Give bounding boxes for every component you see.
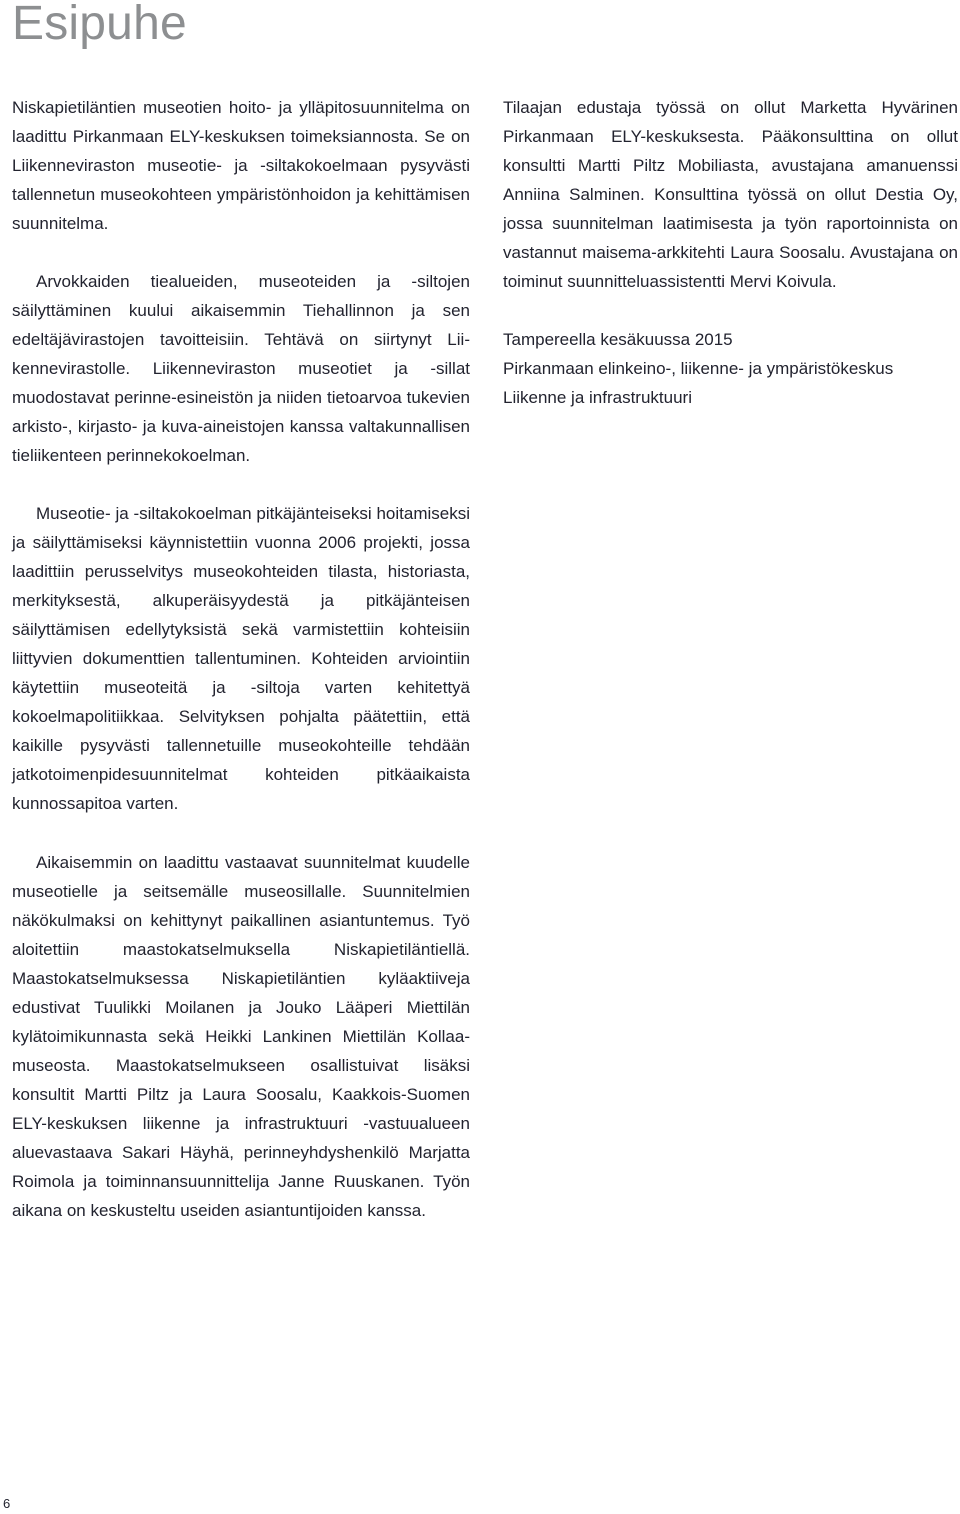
intro-paragraph: Niskapietiläntien museotien hoito- ja ylläpitosuunnitelma on laadittu Pirkanmaan ELY-keskuksen toimeksiannosta. Se on Liikenneviraston museotie- ja -siltakokoelmaan pysyvästi tallennetun museokohteen ympäristönhoidon ja kehittämisen suunnitelma. xyxy=(12,98,470,233)
background-paragraph: Arvokkaiden tiealueiden, museoteiden ja -siltojen säilyttäminen kuului aikaisemmin Tiehallinnon ja sen edeltäjävirastojen tavoitteisiin. Tehtävä on siirtynyt Liikennevirastolle. Liikenneviraston museotiet ja -sillat muodostavat perinne-esineistön ja niiden tietoarvoa tukevien arkisto-, kirjasto- ja kuva-aineistojen kanssa valtakunnallisen tieliikenteen perinnekokoelman. xyxy=(12,272,470,465)
signature-place-date: Tampereella kesäkuussa 2015 xyxy=(503,330,733,349)
right-text-column xyxy=(503,93,958,412)
previous-plans-paragraph: Aikaisemmin on laadittu vastaavat suunnitelmat kuudelle museotielle ja seitsemälle museosillalle. Suunnitelmien näkökulmaksi on kehittynyt paikallinen asiantuntemus. Työ aloitettiin maastokatselmuksella Niskapietiläntiellä. Maastokatselmuksessa Niskapietiläntien kyläaktiiveja edustivat Tuulikki Moilanen ja Jouko Lääperi Miettilän kylätoimikunnasta sekä Heikki Lankinen Miettilän Kollaa-museosta. Maastokatselmukseen osallistuivat lisäksi konsultit Martti Piltz ja Laura Soosalu, Kaakkois-Suomen ELY-keskuksen liikenne ja infrastruktuuri -vastuualueen aluevastaava Sakari Häyhä, perinneyhdyshenkilö Marjatta Roimola ja toiminnansuunnittelija Janne Ruuskanen. Työn aikana on keskusteltu useiden asiantuntijoiden kanssa. xyxy=(12,853,470,1220)
credits-paragraph: Tilaajan edustaja työssä on ollut Marketta Hyvärinen Pirkanmaan ELY-keskuksesta. Pääkonsulttina on ollut konsultti Martti Piltz Mobiliasta, avustajana amanuenssi Anniina Salminen. Konsulttina työssä on ollut Destia Oy, jossa suunnitelman laatimisesta ja työn raportoinnista on vastannut maisema-arkkitehti Laura Soosalu. Avustajana on toiminut suunnitteluassistentti Mervi Koivula. xyxy=(503,98,958,291)
left-text-column xyxy=(12,93,470,1225)
project-paragraph: Museotie- ja -siltakokoelman pitkäjänteiseksi hoitamiseksi ja säilyttämiseksi käynnistettiin vuonna 2006 projekti, jossa laadittiin perusselvitys museokohteiden tilasta, historiasta, merkityksestä, alkuperäisyydestä ja pitkäjänteisen säilyttämisen edellytyksistä sekä varmistettiin kohteisiin liittyvien dokumenttien tallentuminen. Kohteiden arviointiin käytettiin museoteitä ja -siltoja varten kehitettyä kokoelmapolitiikkaa. Selvityksen pohjalta päätettiin, että kaikille pysyvästi tallennetuille museokohteille tehdään jatkotoimenpidesuunnitelmat kohteiden pitkäaikaista kunnossapitoa varten. xyxy=(12,504,470,813)
signature-block xyxy=(503,325,958,412)
page-title: Esipuhe xyxy=(12,0,187,50)
signature-unit: Liikenne ja infrastruktuuri xyxy=(503,388,692,407)
page-number: 6 xyxy=(3,1496,11,1511)
signature-organization: Pirkanmaan elinkeino-, liikenne- ja ympäristökeskus xyxy=(503,359,894,378)
